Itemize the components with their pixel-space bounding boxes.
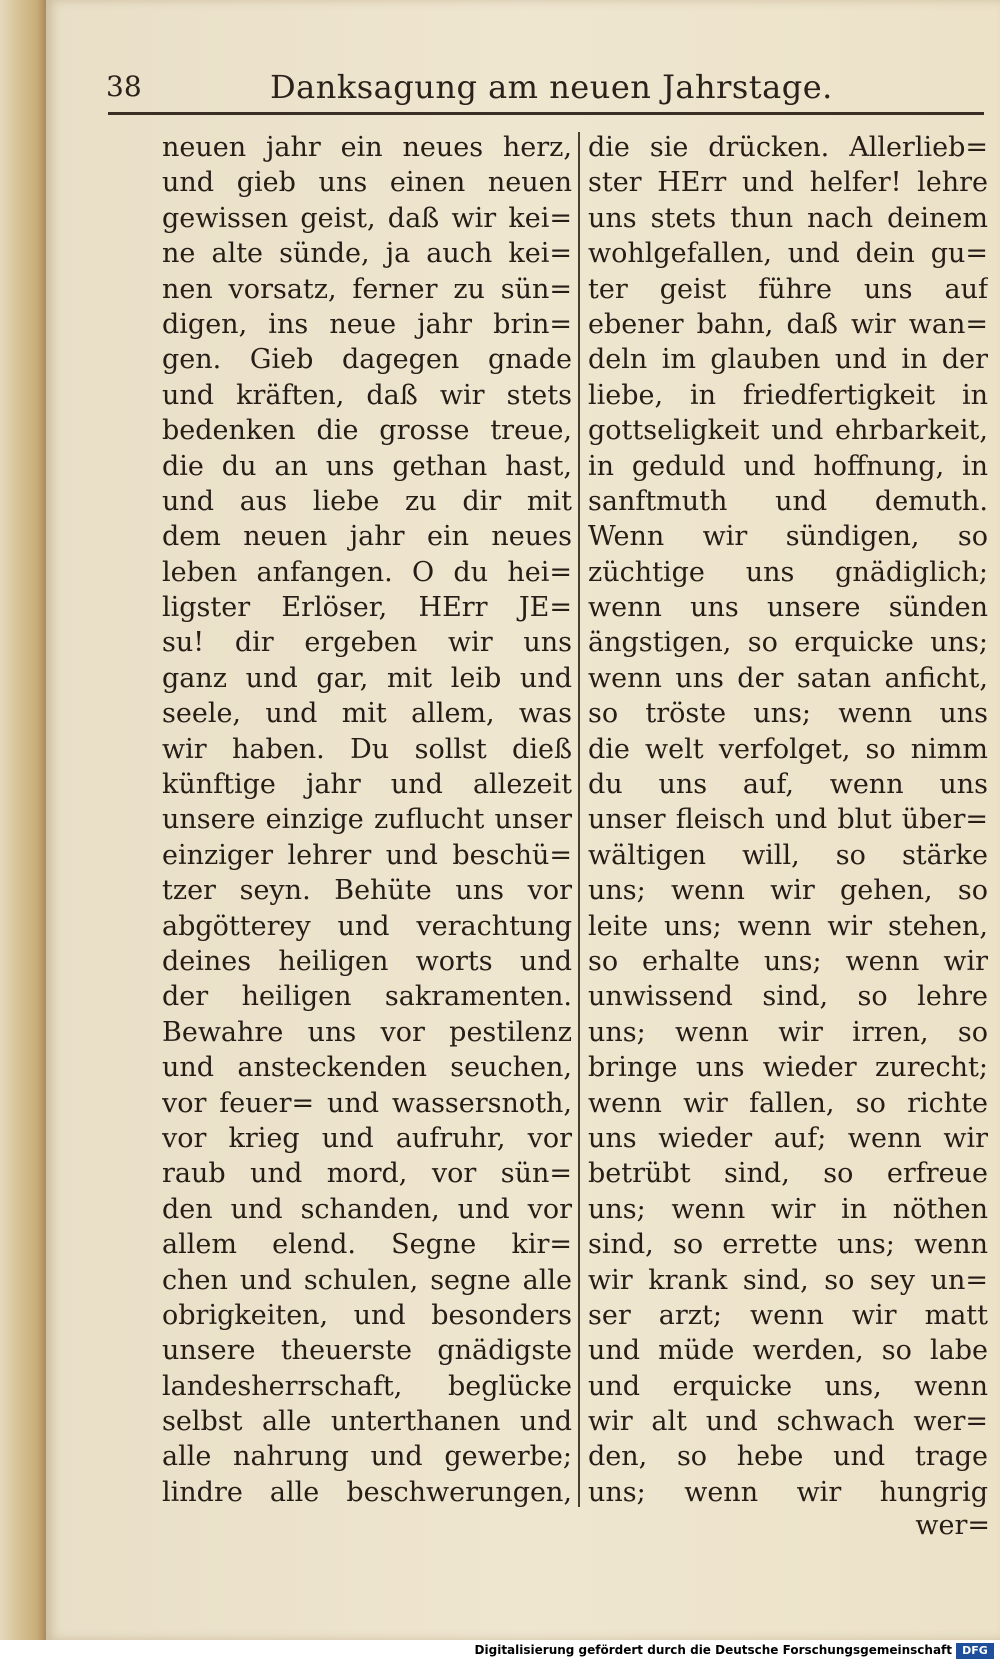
text-line: gottseligkeit und ehrbarkeit, [588, 415, 988, 447]
text-line: alle nahrung und gewerbe; [162, 1441, 572, 1473]
text-line: neuen jahr ein neues herz, [162, 132, 572, 163]
text-line: landesherrschaft, beglücke [162, 1370, 572, 1402]
text-line: selbst alle unterthanen und [162, 1406, 572, 1438]
text-line: und kräften, daß wir stets [162, 379, 572, 411]
text-line: uns; wenn wir hungrig [588, 1476, 988, 1508]
running-head-title: Danksagung am neuen Jahrstage. [270, 68, 833, 106]
text-line: allem elend. Segne kir= [162, 1229, 572, 1261]
catchword: wer= [915, 1510, 990, 1541]
text-line: nen vorsatz, ferner zu sün= [162, 273, 572, 305]
right-text-column [588, 130, 988, 1510]
text-line: leite uns; wenn wir stehen, [588, 910, 988, 942]
text-line: so tröste uns; wenn uns [588, 698, 988, 730]
text-line: bringe uns wieder zurecht; [588, 1052, 988, 1084]
text-line: Bewahre uns vor pestilenz [162, 1016, 572, 1048]
page-edge [0, 0, 46, 1663]
text-line: die welt verfolget, so nimm [588, 733, 988, 765]
text-line: den und schanden, und vor [162, 1193, 572, 1225]
text-line: unsere theuerste gnädigste [162, 1335, 572, 1367]
text-line: wenn uns der satan anficht, [588, 662, 988, 694]
text-line: Wenn wir sündigen, so [588, 521, 988, 553]
text-line: tzer seyn. Behüte uns vor [162, 875, 572, 907]
text-line: unser fleisch und blut über= [588, 804, 988, 836]
text-line: unsere einzige zuflucht unser [162, 804, 572, 836]
text-line: und aus liebe zu dir mit [162, 485, 572, 517]
text-line: wenn uns unsere sünden [588, 592, 988, 624]
text-line: ängstigen, so erquicke uns; [588, 627, 988, 659]
text-line: unwissend sind, so lehre [588, 981, 988, 1013]
text-line: bedenken die grosse treue, [162, 415, 572, 447]
text-line: deln im glauben und in der [588, 344, 988, 376]
text-line: uns; wenn wir in nöthen [588, 1193, 988, 1225]
column-divider [578, 132, 580, 1507]
text-line: obrigkeiten, und besonders [162, 1299, 572, 1331]
text-line: wenn wir fallen, so richte [588, 1087, 988, 1119]
text-line: digen, ins neue jahr brin= [162, 308, 572, 340]
text-line: gewissen geist, daß wir kei= [162, 202, 572, 234]
text-line: lindre alle beschwerungen, [162, 1476, 572, 1508]
text-line: uns; wenn wir gehen, so [588, 875, 988, 907]
text-line: züchtige uns gnädiglich; [588, 556, 988, 588]
text-line: wältigen will, so stärke [588, 839, 988, 871]
dfg-logo: DFG [956, 1643, 994, 1659]
text-line: der heiligen sakramenten. [162, 981, 572, 1013]
text-line: die sie drücken. Allerlieb= [588, 132, 988, 163]
text-line: ligster Erlöser, HErr JE= [162, 592, 572, 624]
text-line: so erhalte uns; wenn wir [588, 945, 988, 977]
text-line: den, so hebe und trage [588, 1441, 988, 1473]
text-line: vor krieg und aufruhr, vor [162, 1122, 572, 1154]
text-line: ter geist führe uns auf [588, 273, 988, 305]
header-rule [108, 112, 984, 115]
text-line: wir alt und schwach wer= [588, 1406, 988, 1438]
text-line: vor feuer= und wassersnoth, [162, 1087, 572, 1119]
text-line: leben anfangen. O du hei= [162, 556, 572, 588]
text-line: deines heiligen worts und [162, 945, 572, 977]
text-line: und gieb uns einen neuen [162, 167, 572, 199]
text-line: chen und schulen, segne alle [162, 1264, 572, 1296]
text-line: wir haben. Du sollst dieß [162, 733, 572, 765]
text-line: sind, so errette uns; wenn [588, 1229, 988, 1261]
text-line: ganz und gar, mit leib und [162, 662, 572, 694]
text-line: und ansteckenden seuchen, [162, 1052, 572, 1084]
text-line: abgötterey und verachtung [162, 910, 572, 942]
text-line: dem neuen jahr ein neues [162, 521, 572, 553]
left-text-column [162, 130, 572, 1510]
text-line: die du an uns gethan hast, [162, 450, 572, 482]
text-line: wir krank sind, so sey un= [588, 1264, 988, 1296]
text-line: raub und mord, vor sün= [162, 1158, 572, 1190]
page-number: 38 [106, 70, 142, 103]
text-line: seele, und mit allem, was [162, 698, 572, 730]
text-line: uns wieder auf; wenn wir [588, 1122, 988, 1154]
text-line: du uns auf, wenn uns [588, 769, 988, 801]
text-line: gen. Gieb dagegen gnade [162, 344, 572, 376]
text-line: ster HErr und helfer! lehre [588, 167, 988, 199]
text-line: in geduld und hoffnung, in [588, 450, 988, 482]
text-line: uns stets thun nach deinem [588, 202, 988, 234]
text-line: betrübt sind, so erfreue [588, 1158, 988, 1190]
text-line: su! dir ergeben wir uns [162, 627, 572, 659]
text-line: uns; wenn wir irren, so [588, 1016, 988, 1048]
text-line: ne alte sünde, ja auch kei= [162, 238, 572, 270]
text-line: einziger lehrer und beschü= [162, 839, 572, 871]
text-line: und erquicke uns, wenn [588, 1370, 988, 1402]
text-line: und müde werden, so labe [588, 1335, 988, 1367]
text-line: ser arzt; wenn wir matt [588, 1299, 988, 1331]
text-line: ebener bahn, daß wir wan= [588, 308, 988, 340]
funding-credit: Digitalisierung gefördert durch die Deutsche Forschungsgemeinschaft [474, 1643, 952, 1657]
text-line: liebe, in friedfertigkeit in [588, 379, 988, 411]
text-line: künftige jahr und allezeit [162, 769, 572, 801]
text-line: sanftmuth und demuth. [588, 485, 988, 517]
digitization-footer [0, 1640, 1000, 1663]
text-line: wohlgefallen, und dein gu= [588, 238, 988, 270]
